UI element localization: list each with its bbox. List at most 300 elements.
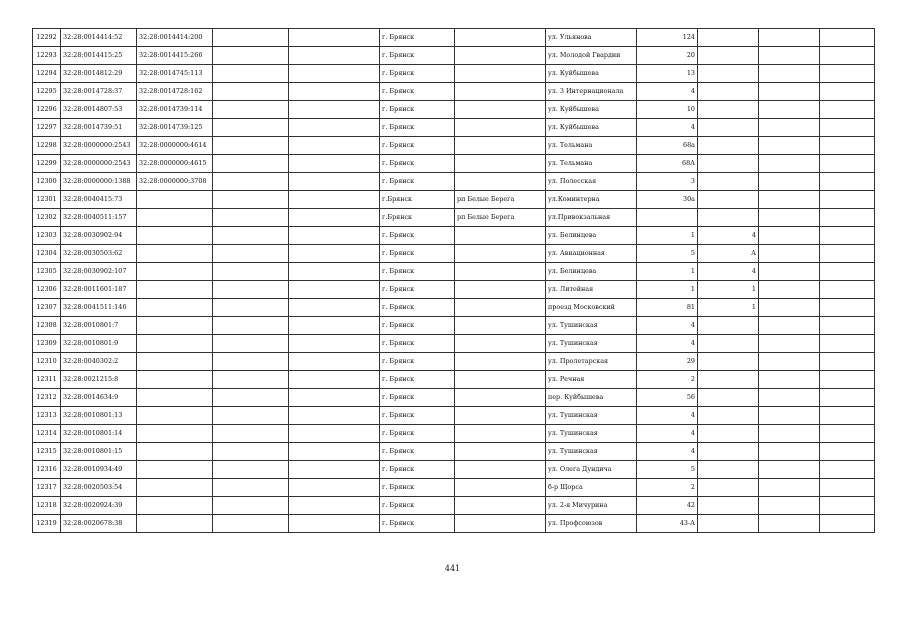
- document-page: [32, 28, 874, 533]
- cadastral-number-cell: 32:28:0011601:187: [61, 281, 137, 299]
- empty-cell: [820, 299, 875, 317]
- object-cadastral-number-cell: [137, 407, 213, 425]
- empty-cell: [820, 353, 875, 371]
- table-row: [33, 407, 875, 425]
- building-number-cell: А: [698, 245, 759, 263]
- empty-cell: [213, 209, 289, 227]
- settlement-cell: рп Белые Берега: [455, 191, 546, 209]
- settlement-cell: [455, 335, 546, 353]
- empty-cell: [289, 299, 380, 317]
- house-number-cell: 29: [637, 353, 698, 371]
- house-number-cell: 1: [637, 263, 698, 281]
- object-cadastral-number-cell: 32:28:0014415:266: [137, 47, 213, 65]
- cadastral-number-cell: 32:28:0041511:146: [61, 299, 137, 317]
- empty-cell: [213, 47, 289, 65]
- address-table: [32, 28, 875, 533]
- street-cell: ул. Тельмана: [546, 155, 637, 173]
- empty-cell: [759, 227, 820, 245]
- object-cadastral-number-cell: [137, 299, 213, 317]
- settlement-cell: [455, 461, 546, 479]
- building-number-cell: [698, 65, 759, 83]
- row-number-cell: 12306: [33, 281, 61, 299]
- street-cell: ул. 3 Интернационала: [546, 83, 637, 101]
- empty-cell: [759, 263, 820, 281]
- settlement-cell: [455, 389, 546, 407]
- cadastral-number-cell: 32:28:0010801:13: [61, 407, 137, 425]
- house-number-cell: 1: [637, 227, 698, 245]
- city-cell: г. Брянск: [380, 227, 455, 245]
- street-cell: ул. 2-я Мичурина: [546, 497, 637, 515]
- building-number-cell: [698, 173, 759, 191]
- house-number-cell: 5: [637, 461, 698, 479]
- cadastral-number-cell: 32:28:0014415:25: [61, 47, 137, 65]
- row-number-cell: 12298: [33, 137, 61, 155]
- empty-cell: [289, 371, 380, 389]
- cadastral-number-cell: 32:28:0021215:8: [61, 371, 137, 389]
- building-number-cell: [698, 101, 759, 119]
- cadastral-number-cell: 32:28:0020503:54: [61, 479, 137, 497]
- street-cell: ул. Тушинская: [546, 425, 637, 443]
- settlement-cell: [455, 425, 546, 443]
- empty-cell: [759, 389, 820, 407]
- row-number-cell: 12314: [33, 425, 61, 443]
- empty-cell: [759, 173, 820, 191]
- row-number-cell: 12312: [33, 389, 61, 407]
- empty-cell: [289, 101, 380, 119]
- empty-cell: [759, 317, 820, 335]
- city-cell: г. Брянск: [380, 263, 455, 281]
- city-cell: г. Брянск: [380, 281, 455, 299]
- building-number-cell: 1: [698, 281, 759, 299]
- empty-cell: [759, 407, 820, 425]
- row-number-cell: 12311: [33, 371, 61, 389]
- row-number-cell: 12315: [33, 443, 61, 461]
- empty-cell: [289, 335, 380, 353]
- object-cadastral-number-cell: [137, 443, 213, 461]
- street-cell: ул. Куйбышева: [546, 65, 637, 83]
- house-number-cell: 4: [637, 317, 698, 335]
- empty-cell: [759, 29, 820, 47]
- empty-cell: [759, 443, 820, 461]
- empty-cell: [759, 281, 820, 299]
- empty-cell: [759, 353, 820, 371]
- table-row: [33, 317, 875, 335]
- empty-cell: [759, 425, 820, 443]
- empty-cell: [289, 65, 380, 83]
- cadastral-number-cell: 32:28:0010934:49: [61, 461, 137, 479]
- empty-cell: [820, 101, 875, 119]
- street-cell: ул. Речная: [546, 371, 637, 389]
- table-body: [33, 29, 875, 533]
- street-cell: б-р Щорса: [546, 479, 637, 497]
- empty-cell: [213, 191, 289, 209]
- empty-cell: [820, 209, 875, 227]
- street-cell: ул. Белинцева: [546, 227, 637, 245]
- object-cadastral-number-cell: [137, 245, 213, 263]
- cadastral-number-cell: 32:28:0000000:1388: [61, 173, 137, 191]
- table-row: [33, 191, 875, 209]
- empty-cell: [213, 389, 289, 407]
- empty-cell: [213, 371, 289, 389]
- city-cell: г.Брянск: [380, 209, 455, 227]
- table-row: [33, 83, 875, 101]
- empty-cell: [213, 83, 289, 101]
- settlement-cell: [455, 299, 546, 317]
- empty-cell: [213, 281, 289, 299]
- building-number-cell: [698, 335, 759, 353]
- table-row: [33, 371, 875, 389]
- empty-cell: [213, 173, 289, 191]
- building-number-cell: [698, 119, 759, 137]
- settlement-cell: [455, 29, 546, 47]
- object-cadastral-number-cell: 32:28:0000000:4615: [137, 155, 213, 173]
- empty-cell: [289, 353, 380, 371]
- row-number-cell: 12316: [33, 461, 61, 479]
- street-cell: ул. Пролетарская: [546, 353, 637, 371]
- cadastral-number-cell: 32:28:0014807:53: [61, 101, 137, 119]
- row-number-cell: 12307: [33, 299, 61, 317]
- house-number-cell: 20: [637, 47, 698, 65]
- object-cadastral-number-cell: 32:28:0014745:113: [137, 65, 213, 83]
- settlement-cell: [455, 407, 546, 425]
- building-number-cell: [698, 443, 759, 461]
- empty-cell: [820, 461, 875, 479]
- house-number-cell: 81: [637, 299, 698, 317]
- table-row: [33, 209, 875, 227]
- row-number-cell: 12294: [33, 65, 61, 83]
- empty-cell: [820, 47, 875, 65]
- object-cadastral-number-cell: 32:28:0014414:200: [137, 29, 213, 47]
- empty-cell: [213, 137, 289, 155]
- empty-cell: [213, 65, 289, 83]
- cadastral-number-cell: 32:28:0040511:157: [61, 209, 137, 227]
- building-number-cell: [698, 155, 759, 173]
- city-cell: г. Брянск: [380, 371, 455, 389]
- building-number-cell: [698, 47, 759, 65]
- building-number-cell: [698, 479, 759, 497]
- cadastral-number-cell: 32:28:0040415:73: [61, 191, 137, 209]
- street-cell: ул. Куйбышева: [546, 101, 637, 119]
- settlement-cell: [455, 227, 546, 245]
- row-number-cell: 12317: [33, 479, 61, 497]
- house-number-cell: 4: [637, 83, 698, 101]
- row-number-cell: 12299: [33, 155, 61, 173]
- cadastral-number-cell: 32:28:0000000:2543: [61, 155, 137, 173]
- house-number-cell: 1: [637, 281, 698, 299]
- empty-cell: [213, 497, 289, 515]
- building-number-cell: [698, 137, 759, 155]
- cadastral-number-cell: 32:28:0014634:9: [61, 389, 137, 407]
- street-cell: ул. Ульянова: [546, 29, 637, 47]
- table-row: [33, 101, 875, 119]
- city-cell: г. Брянск: [380, 65, 455, 83]
- empty-cell: [820, 245, 875, 263]
- building-number-cell: [698, 461, 759, 479]
- row-number-cell: 12310: [33, 353, 61, 371]
- empty-cell: [213, 461, 289, 479]
- object-cadastral-number-cell: [137, 461, 213, 479]
- settlement-cell: [455, 173, 546, 191]
- street-cell: проезд Московский: [546, 299, 637, 317]
- object-cadastral-number-cell: [137, 389, 213, 407]
- street-cell: ул. Полесская: [546, 173, 637, 191]
- empty-cell: [289, 245, 380, 263]
- empty-cell: [820, 263, 875, 281]
- object-cadastral-number-cell: [137, 227, 213, 245]
- row-number-cell: 12302: [33, 209, 61, 227]
- object-cadastral-number-cell: [137, 515, 213, 533]
- settlement-cell: [455, 137, 546, 155]
- object-cadastral-number-cell: [137, 425, 213, 443]
- settlement-cell: [455, 479, 546, 497]
- cadastral-number-cell: 32:28:0014414:52: [61, 29, 137, 47]
- empty-cell: [213, 407, 289, 425]
- empty-cell: [820, 227, 875, 245]
- building-number-cell: [698, 497, 759, 515]
- empty-cell: [289, 119, 380, 137]
- cadastral-number-cell: 32:28:0020924:39: [61, 497, 137, 515]
- empty-cell: [820, 515, 875, 533]
- street-cell: ул. Тельмана: [546, 137, 637, 155]
- empty-cell: [820, 173, 875, 191]
- table-row: [33, 281, 875, 299]
- empty-cell: [289, 227, 380, 245]
- settlement-cell: [455, 515, 546, 533]
- city-cell: г. Брянск: [380, 335, 455, 353]
- building-number-cell: [698, 425, 759, 443]
- empty-cell: [759, 137, 820, 155]
- building-number-cell: 1: [698, 299, 759, 317]
- street-cell: ул. Молодой Гвардии: [546, 47, 637, 65]
- empty-cell: [289, 497, 380, 515]
- table-row: [33, 299, 875, 317]
- empty-cell: [759, 83, 820, 101]
- empty-cell: [759, 209, 820, 227]
- street-cell: ул. Тушинская: [546, 443, 637, 461]
- object-cadastral-number-cell: [137, 371, 213, 389]
- empty-cell: [759, 497, 820, 515]
- empty-cell: [759, 191, 820, 209]
- house-number-cell: 3: [637, 173, 698, 191]
- cadastral-number-cell: 32:28:0014812:29: [61, 65, 137, 83]
- empty-cell: [289, 461, 380, 479]
- row-number-cell: 12295: [33, 83, 61, 101]
- house-number-cell: [637, 209, 698, 227]
- object-cadastral-number-cell: 32:28:0014728:162: [137, 83, 213, 101]
- empty-cell: [289, 173, 380, 191]
- city-cell: г. Брянск: [380, 497, 455, 515]
- table-row: [33, 353, 875, 371]
- city-cell: г. Брянск: [380, 83, 455, 101]
- object-cadastral-number-cell: [137, 191, 213, 209]
- empty-cell: [759, 65, 820, 83]
- house-number-cell: 56: [637, 389, 698, 407]
- table-row: [33, 119, 875, 137]
- row-number-cell: 12297: [33, 119, 61, 137]
- building-number-cell: [698, 371, 759, 389]
- house-number-cell: 5: [637, 245, 698, 263]
- empty-cell: [759, 371, 820, 389]
- row-number-cell: 12304: [33, 245, 61, 263]
- street-cell: ул. Профсоюзов: [546, 515, 637, 533]
- empty-cell: [213, 299, 289, 317]
- empty-cell: [820, 155, 875, 173]
- house-number-cell: 2: [637, 371, 698, 389]
- object-cadastral-number-cell: [137, 335, 213, 353]
- cadastral-number-cell: 32:28:0010801:15: [61, 443, 137, 461]
- table-row: [33, 155, 875, 173]
- settlement-cell: [455, 281, 546, 299]
- empty-cell: [289, 47, 380, 65]
- settlement-cell: [455, 65, 546, 83]
- street-cell: ул. Куйбышева: [546, 119, 637, 137]
- row-number-cell: 12309: [33, 335, 61, 353]
- empty-cell: [820, 65, 875, 83]
- settlement-cell: [455, 353, 546, 371]
- city-cell: г. Брянск: [380, 173, 455, 191]
- empty-cell: [213, 29, 289, 47]
- table-row: [33, 515, 875, 533]
- table-row: [33, 443, 875, 461]
- building-number-cell: [698, 515, 759, 533]
- street-cell: пер. Куйбышева: [546, 389, 637, 407]
- building-number-cell: 4: [698, 227, 759, 245]
- empty-cell: [213, 245, 289, 263]
- empty-cell: [289, 263, 380, 281]
- house-number-cell: 4: [637, 119, 698, 137]
- object-cadastral-number-cell: 32:28:0014739:114: [137, 101, 213, 119]
- table-row: [33, 335, 875, 353]
- cadastral-number-cell: 32:28:0010801:9: [61, 335, 137, 353]
- empty-cell: [213, 425, 289, 443]
- city-cell: г. Брянск: [380, 479, 455, 497]
- row-number-cell: 12293: [33, 47, 61, 65]
- empty-cell: [820, 29, 875, 47]
- empty-cell: [820, 83, 875, 101]
- row-number-cell: 12319: [33, 515, 61, 533]
- house-number-cell: 42: [637, 497, 698, 515]
- empty-cell: [759, 479, 820, 497]
- house-number-cell: 124: [637, 29, 698, 47]
- empty-cell: [759, 299, 820, 317]
- building-number-cell: [698, 317, 759, 335]
- empty-cell: [213, 101, 289, 119]
- house-number-cell: 4: [637, 335, 698, 353]
- city-cell: г. Брянск: [380, 407, 455, 425]
- city-cell: г. Брянск: [380, 101, 455, 119]
- row-number-cell: 12296: [33, 101, 61, 119]
- cadastral-number-cell: 32:28:0030503:62: [61, 245, 137, 263]
- empty-cell: [289, 425, 380, 443]
- settlement-cell: [455, 101, 546, 119]
- empty-cell: [213, 335, 289, 353]
- table-row: [33, 173, 875, 191]
- settlement-cell: [455, 47, 546, 65]
- table-row: [33, 389, 875, 407]
- table-row: [33, 245, 875, 263]
- building-number-cell: [698, 191, 759, 209]
- row-number-cell: 12292: [33, 29, 61, 47]
- empty-cell: [820, 479, 875, 497]
- row-number-cell: 12305: [33, 263, 61, 281]
- building-number-cell: [698, 83, 759, 101]
- city-cell: г. Брянск: [380, 245, 455, 263]
- city-cell: г. Брянск: [380, 137, 455, 155]
- empty-cell: [820, 137, 875, 155]
- empty-cell: [213, 479, 289, 497]
- cadastral-number-cell: 32:28:0030902:94: [61, 227, 137, 245]
- empty-cell: [759, 515, 820, 533]
- cadastral-number-cell: 32:28:0014728:37: [61, 83, 137, 101]
- table-row: [33, 461, 875, 479]
- settlement-cell: [455, 245, 546, 263]
- city-cell: г. Брянск: [380, 425, 455, 443]
- empty-cell: [820, 407, 875, 425]
- street-cell: ул. Тушинская: [546, 335, 637, 353]
- cadastral-number-cell: 32:28:0020678:38: [61, 515, 137, 533]
- cadastral-number-cell: 32:28:0000000:2543: [61, 137, 137, 155]
- object-cadastral-number-cell: [137, 209, 213, 227]
- cadastral-number-cell: 32:28:0030902:107: [61, 263, 137, 281]
- house-number-cell: 4: [637, 425, 698, 443]
- house-number-cell: 43-А: [637, 515, 698, 533]
- empty-cell: [759, 155, 820, 173]
- object-cadastral-number-cell: 32:28:0014739:125: [137, 119, 213, 137]
- cadastral-number-cell: 32:28:0010801:7: [61, 317, 137, 335]
- table-row: [33, 497, 875, 515]
- empty-cell: [820, 497, 875, 515]
- city-cell: г. Брянск: [380, 47, 455, 65]
- empty-cell: [289, 137, 380, 155]
- city-cell: г. Брянск: [380, 119, 455, 137]
- city-cell: г. Брянск: [380, 299, 455, 317]
- row-number-cell: 12318: [33, 497, 61, 515]
- empty-cell: [213, 317, 289, 335]
- settlement-cell: [455, 497, 546, 515]
- object-cadastral-number-cell: [137, 281, 213, 299]
- city-cell: г. Брянск: [380, 155, 455, 173]
- empty-cell: [289, 209, 380, 227]
- house-number-cell: 68а: [637, 137, 698, 155]
- empty-cell: [213, 353, 289, 371]
- street-cell: ул. Тушинская: [546, 317, 637, 335]
- settlement-cell: [455, 263, 546, 281]
- building-number-cell: [698, 353, 759, 371]
- street-cell: ул. Литейная: [546, 281, 637, 299]
- empty-cell: [213, 263, 289, 281]
- object-cadastral-number-cell: 32:28:0000000:4614: [137, 137, 213, 155]
- object-cadastral-number-cell: [137, 497, 213, 515]
- city-cell: г. Брянск: [380, 461, 455, 479]
- empty-cell: [289, 407, 380, 425]
- row-number-cell: 12313: [33, 407, 61, 425]
- object-cadastral-number-cell: [137, 317, 213, 335]
- table-row: [33, 65, 875, 83]
- city-cell: г.Брянск: [380, 191, 455, 209]
- object-cadastral-number-cell: 32:28:0000000:3708: [137, 173, 213, 191]
- empty-cell: [759, 101, 820, 119]
- settlement-cell: [455, 371, 546, 389]
- city-cell: г. Брянск: [380, 389, 455, 407]
- empty-cell: [289, 83, 380, 101]
- building-number-cell: [698, 389, 759, 407]
- empty-cell: [820, 191, 875, 209]
- empty-cell: [289, 443, 380, 461]
- table-row: [33, 479, 875, 497]
- empty-cell: [289, 389, 380, 407]
- empty-cell: [820, 119, 875, 137]
- object-cadastral-number-cell: [137, 479, 213, 497]
